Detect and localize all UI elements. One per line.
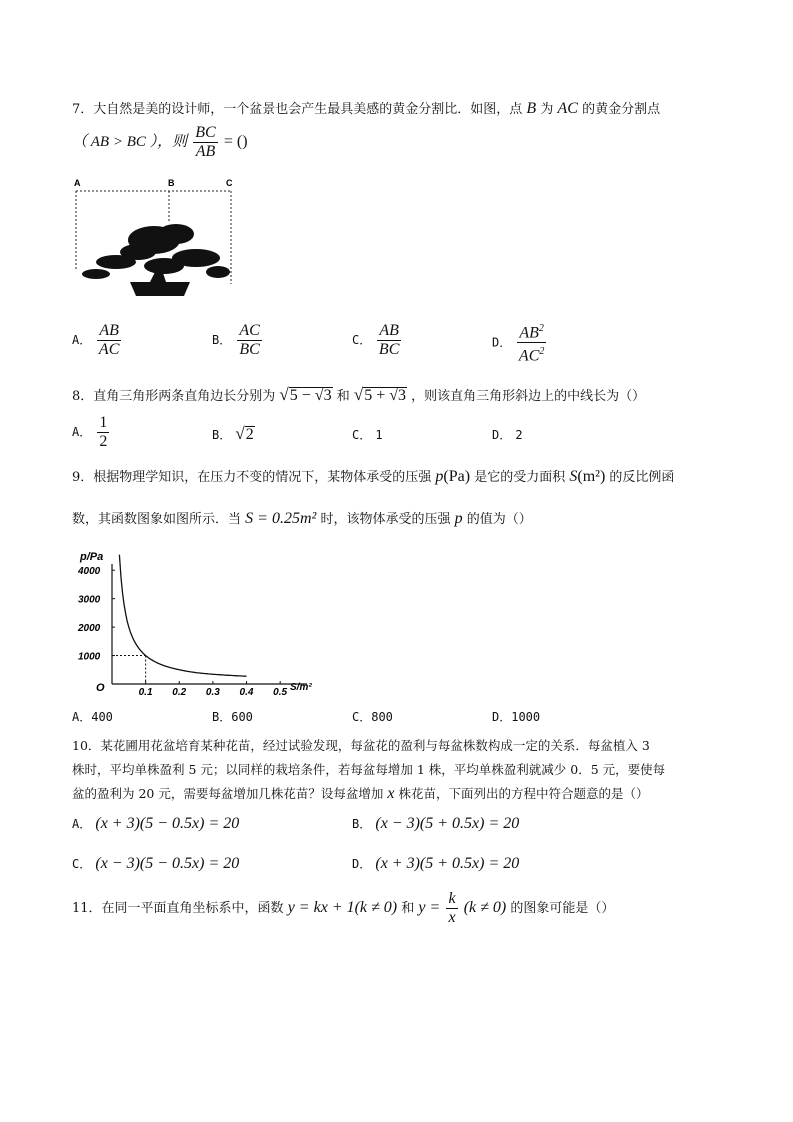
label-b: B bbox=[168, 178, 175, 188]
q9-option-a[interactable]: A．400 bbox=[72, 710, 113, 724]
q8-option-d[interactable]: D． 2 bbox=[492, 428, 523, 442]
q10-option-c[interactable]: C． (x − 3)(5 − 0.5x) = 20 bbox=[72, 855, 240, 872]
q8-stem: 8．直角三角形两条直角边长分别为 √5 − √3 和 √5 + √3 ，则该直角三角形斜边上的中线长为（） bbox=[72, 385, 646, 404]
x-tick-label: 0.3 bbox=[205, 687, 220, 696]
q10-option-a[interactable]: A． (x + 3)(5 − 0.5x) = 20 bbox=[72, 815, 240, 832]
label-a: A bbox=[74, 178, 81, 188]
q9-stem-line2: 数，其函数图象如图所示．当 S = 0.25m² 时，该物体承受的压强 p 的值为（） bbox=[72, 510, 532, 527]
q10-option-b[interactable]: B． (x − 3)(5 + 0.5x) = 20 bbox=[352, 815, 520, 832]
q9-option-d[interactable]: D．1000 bbox=[492, 710, 541, 724]
label-c: C bbox=[226, 178, 233, 188]
q9-option-b[interactable]: B．600 bbox=[212, 710, 253, 724]
q7-option-a[interactable]: A． $\frac{AB}{AC}$ bbox=[72, 322, 120, 358]
x-tick-label: 0.4 bbox=[239, 687, 254, 696]
q10-stem-line1: 10．某花圃用花盆培育某种花苗，经过试验发现，每盆花的盈利与每盆株数构成一定的关系．每盆植入 3 bbox=[72, 738, 650, 753]
q9-stem-line1: 9．根据物理学知识，在压力不变的情况下，某物体承受的压强 p(Pa) 是它的受力面积 S(m²) 的反比例函 bbox=[72, 468, 675, 485]
x-tick-label: 0.5 bbox=[273, 687, 288, 696]
x-tick-label: 0.1 bbox=[138, 687, 153, 696]
y-tick-label: 2000 bbox=[78, 623, 101, 635]
pressure-area-chart bbox=[72, 546, 332, 700]
origin-label: O bbox=[96, 682, 105, 694]
q7-stem-line2: （ AB > BC ），则 $\frac{BC}{AB}$ = () bbox=[72, 124, 248, 160]
bonsai-figure bbox=[72, 174, 242, 308]
q8-option-c[interactable]: C． 1 bbox=[352, 428, 383, 442]
y-tick-label: 4000 bbox=[78, 566, 101, 578]
y-tick-label: 3000 bbox=[78, 594, 101, 606]
q10-stem-line3: 盆的盈利为 20 元，需要每盆增加几株花苗？设每盆增加 x 株花苗，下面列出的方程中符合题意的是（） bbox=[72, 785, 649, 802]
inverse-proportion-graph bbox=[72, 546, 332, 696]
q10-stem-line2: 株时，平均单株盈利 5 元；以同样的栽培条件，若每盆每增加 1 株，平均单株盈利就减少 0．5 元，要使每 bbox=[72, 762, 666, 777]
inverse-curve bbox=[119, 555, 246, 677]
q10-option-d[interactable]: D． (x + 3)(5 + 0.5x) = 20 bbox=[352, 855, 520, 872]
y-axis-label: p/Pa bbox=[80, 551, 104, 563]
q7-option-c[interactable]: C． $\frac{AB}{BC}$ bbox=[352, 322, 400, 358]
bonsai-diagram bbox=[72, 174, 242, 304]
q7-ratio: $\frac{BC}{AB}$ bbox=[195, 124, 216, 160]
q9-option-c[interactable]: C．800 bbox=[352, 710, 393, 724]
q7-stem-line1: 7．大自然是美的设计师，一个盆景也会产生最具美感的黄金分割比．如图，点 B 为 AC 的黄金分割点 bbox=[72, 100, 661, 117]
x-axis-label: S/m² bbox=[290, 682, 312, 693]
q8-option-b[interactable]: B． √2 bbox=[212, 424, 254, 443]
q11-stem: 11．在同一平面直角坐标系中，函数 y = kx + 1(k ≠ 0) 和 y = $\frac{k}{x}$ (k ≠ 0) 的图象可能是（） bbox=[72, 890, 615, 926]
bonsai-tree bbox=[82, 224, 230, 296]
y-tick-label: 1000 bbox=[78, 651, 101, 663]
q8-option-a[interactable]: A． $\frac{1}{2}$ bbox=[72, 414, 108, 450]
q7-option-d[interactable]: D． $\frac{AB^2}{AC^2}$ bbox=[492, 320, 548, 366]
q7-option-b[interactable]: B． $\frac{AC}{BC}$ bbox=[212, 322, 260, 358]
x-tick-label: 0.2 bbox=[172, 687, 187, 696]
